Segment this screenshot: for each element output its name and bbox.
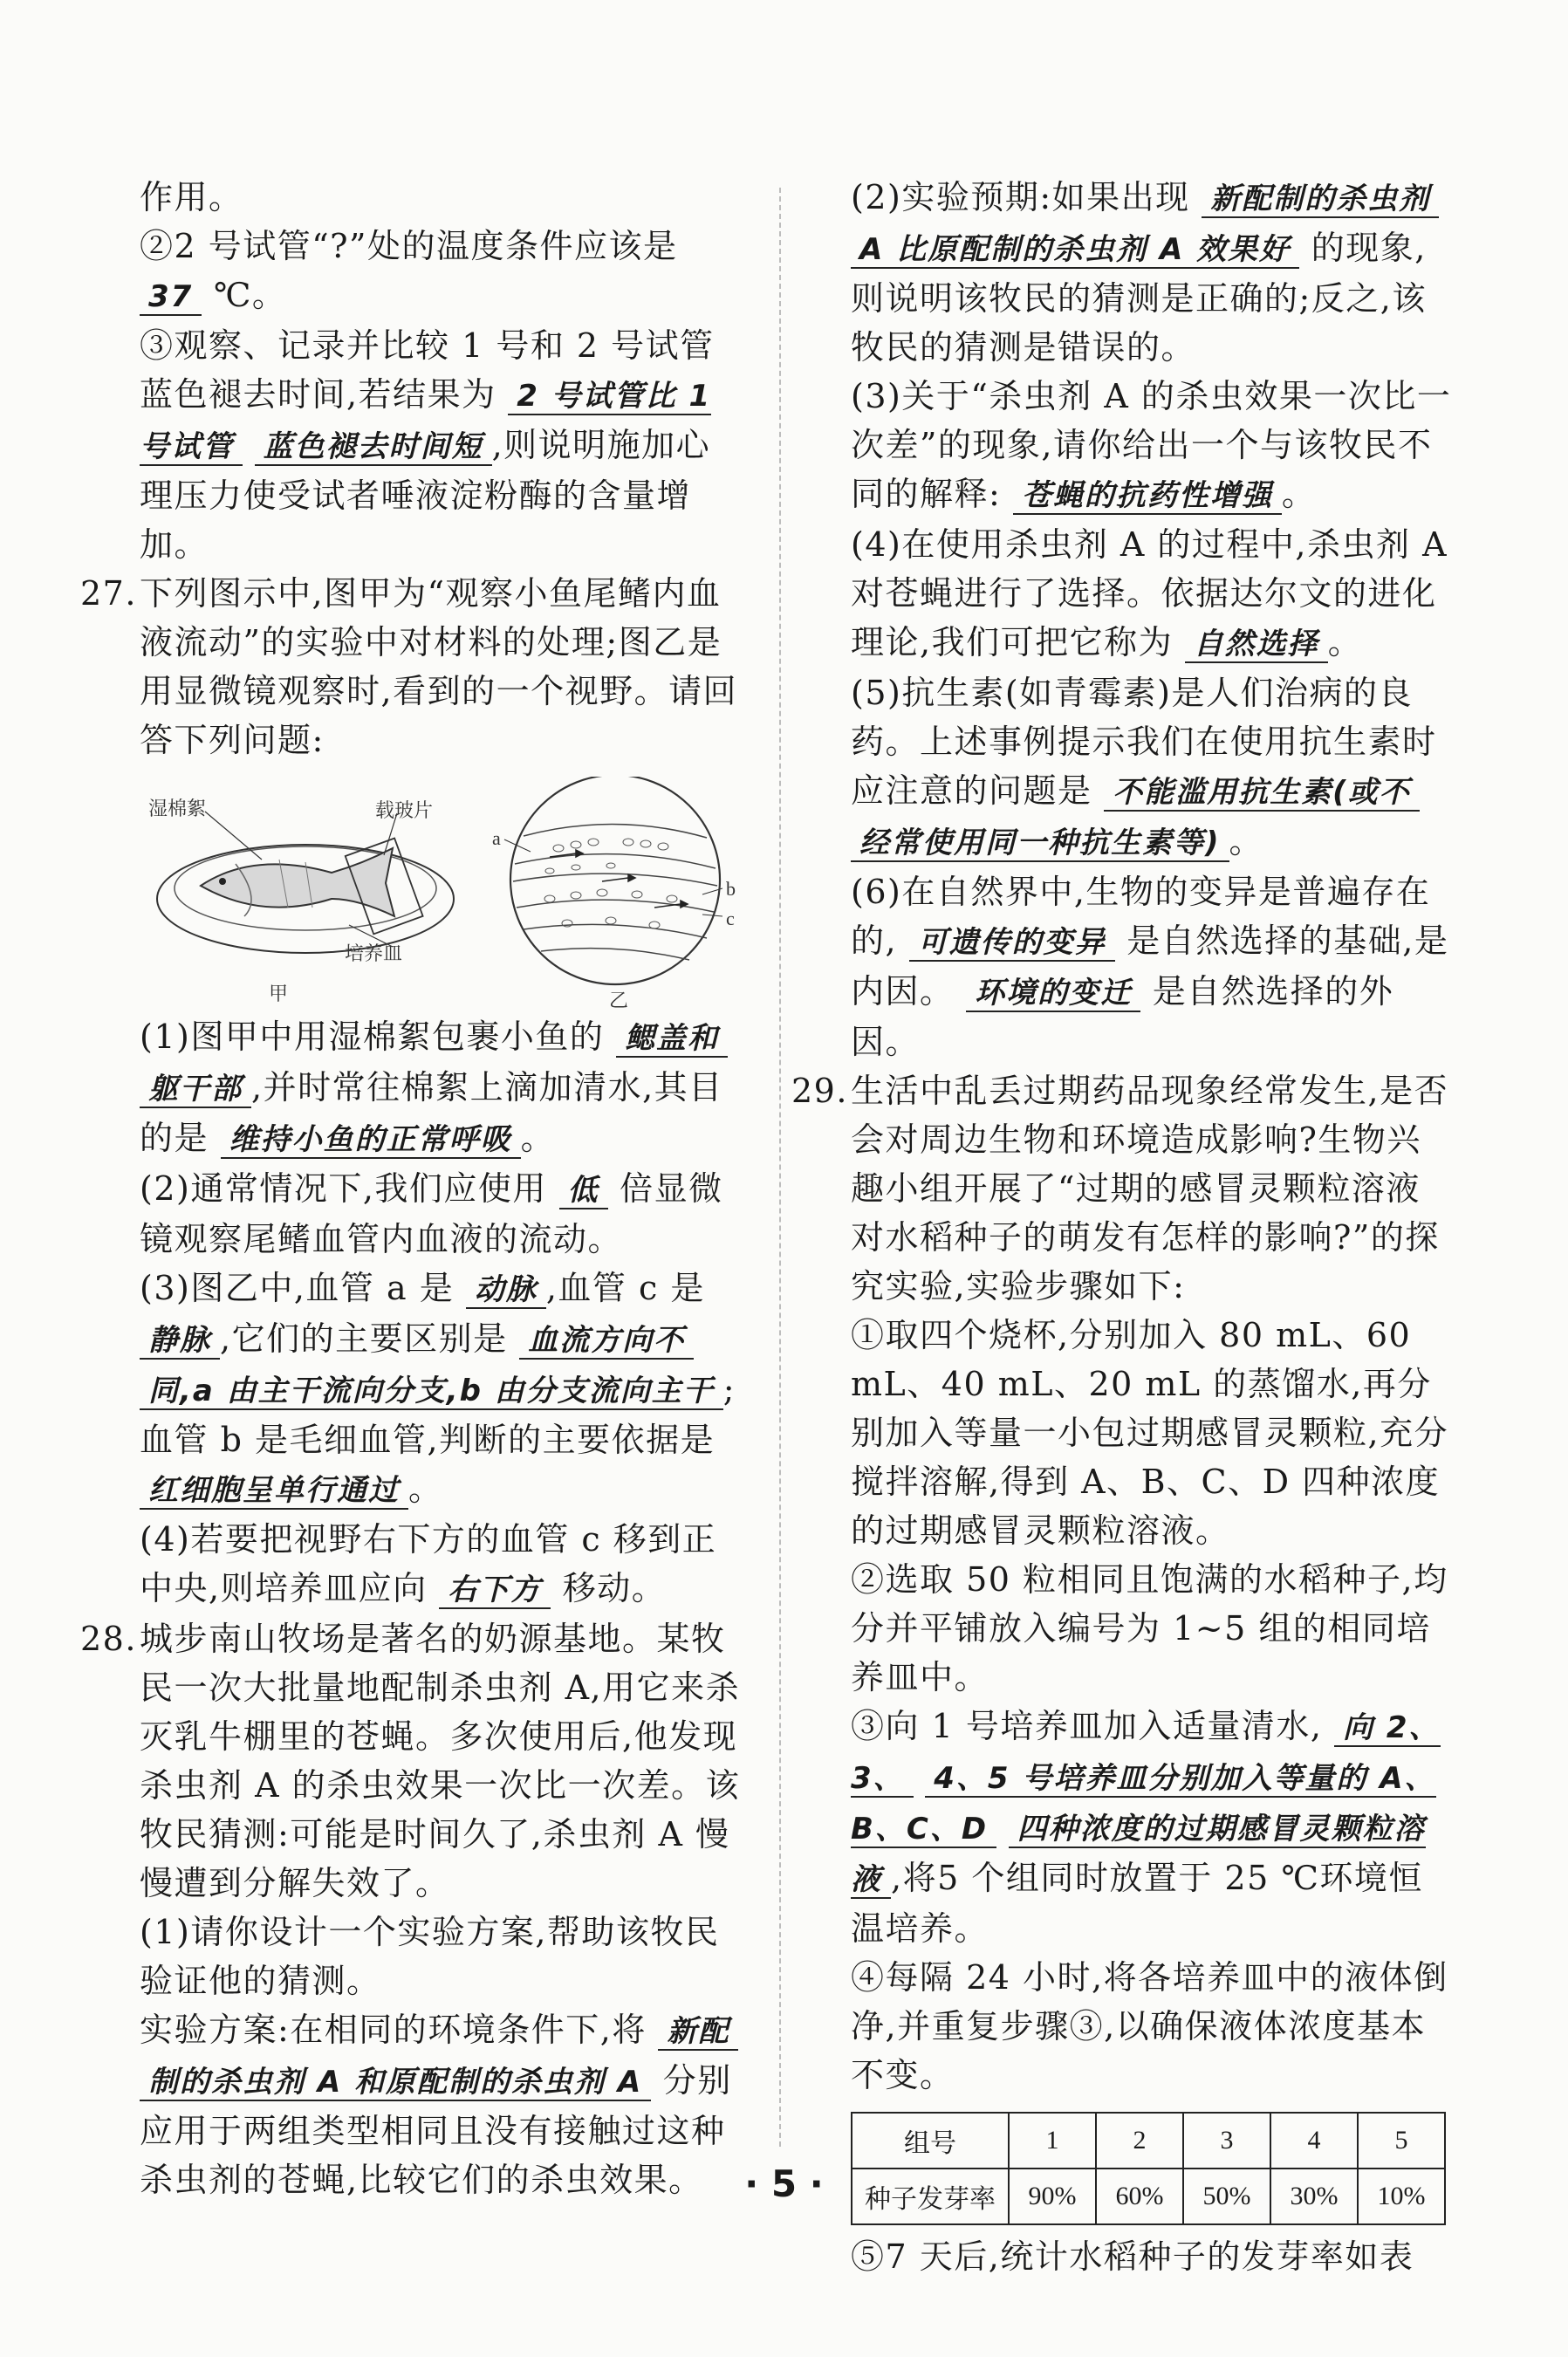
text: (1)请你设计一个实验方案,帮助该牧民验证他的猜测。 [140,1913,720,2000]
text: 。 [408,1470,443,1508]
text: (2)通常情况下,我们应使用 [140,1169,547,1208]
answer: 制的杀虫剂 A 和原配制的杀虫剂 A [140,2065,651,2101]
answer: 2 号试管比 1 号试管 [140,379,712,464]
text: 的现象,则说明该牧民的猜测是正确的;反之,该牧民的猜测是错误的。 [851,229,1427,367]
figure-svg [140,777,742,1004]
answer: 新配制的杀虫剂 [1202,182,1439,218]
label-jia: 甲 [269,983,289,1004]
table-cell: 5 [1358,2113,1445,2169]
text: ③观察、记录并比较 1 号和 2 号试管蓝色褪去时间,若结果为 [140,326,715,414]
text-line [140,173,742,222]
question-text: 下列图示中,图甲为“观察小鱼尾鳍内血液流动”的实验中对材料的处理;图乙是用显微镜观察时,看到的一个视野。请回答下列问题: [140,574,738,759]
text: ;血管 b 是毛细血管,判断的主要依据是 [140,1370,736,1459]
text: (3)关于“杀虫剂 A 的杀虫效果一次比一次差”的现象,请你给出一个与该牧民不同的解释: [851,377,1452,513]
text: (6)在自然界中,生物的变异是普遍存在的, [851,873,1431,960]
text: 。 [1327,623,1363,661]
table-row [852,2113,1445,2169]
table-cell: 50% [1183,2169,1270,2224]
question-28: 28.城步南山牧场是著名的奶源基地。某牧民一次大批量地配制杀虫剂 A,用它来杀灭乳牛棚里的苍蝇。多次使用后,他发现杀虫剂 A 的杀虫效果一次比一次差。该牧民猜测:可能是时间久了,杀虫剂 A 慢慢遭到分解失效了。 [80,1620,741,1902]
text: ③向 1 号培养皿加入适量清水, [851,1707,1323,1745]
q28-part4 [851,520,1453,668]
text: ,它们的主要区别是 [220,1319,508,1358]
q28-part3 [851,372,1453,520]
table-cell: 3 [1183,2113,1270,2169]
q29-step4 [851,1953,1453,2100]
answer: 4、5 号培养皿分别加入等量的 A、B、C、D [851,1761,1436,1847]
text: (4)若要把视野右下方的血管 c 移到正中央,则培养皿应向 [140,1520,717,1607]
blood-vessels [513,824,717,960]
answer: A 比原配制的杀虫剂 A 效果好 [851,232,1299,269]
q29-step2 [851,1555,1453,1702]
label-cotton: 湿棉絮 [148,798,207,819]
blood-cells [544,839,677,928]
fish-icon [201,848,394,916]
label-c: c [726,908,735,929]
answer: 环境的变迁 [966,976,1140,1012]
table-cell: 4 [1270,2113,1358,2169]
answer: 向 2、3、 [851,1710,1441,1796]
answer: 新配 [658,2014,738,2051]
question-text: 城步南山牧场是著名的奶源基地。某牧民一次大批量地配制杀虫剂 A,用它来杀灭乳牛棚里的苍蝇。多次使用后,他发现杀虫剂 A 的杀虫效果一次比一次差。该牧民猜测:可能是时间久了,杀虫剂 A 慢慢遭到分解失效了。 [140,1620,741,1902]
q28-part1 [140,1908,742,2005]
label-a: a [492,827,501,849]
answer: 红细胞呈单行通过 [140,1473,408,1510]
answer: 鳃盖和 [616,1021,728,1058]
q29-step5 [851,2232,1453,2281]
text: 。 [520,1119,556,1157]
text: ,则说明施加心理压力使受试者唾液淀粉酶的含量增加。 [140,426,711,564]
text: (5)抗生素(如青霉素)是人们治病的良药。上述事例提示我们在使用抗生素时应注意的问题是 [851,674,1437,810]
left-column [80,173,742,2204]
text: 是自然选择的基础,是内因。 [851,922,1449,1011]
answer: 四种浓度的过期感冒灵颗粒溶液 [851,1812,1426,1897]
question-29: 29.生活中乱丢过期药品现象经常发生,是否会对周边生物和环境造成影响?生物兴趣小组开展了“过期的感冒灵颗粒溶液对水稻种子的萌发有怎样的影响?”的探究实验,实验步骤如下: [791,1072,1449,1305]
text: 。 [1229,822,1264,860]
table-cell: 10% [1358,2169,1445,2224]
text: ,将5 个组同时放置于 25 ℃环境恒温培养。 [851,1859,1423,1948]
question-text: 生活中乱丢过期药品现象经常发生,是否会对周边生物和环境造成影响?生物兴趣小组开展了“过期的感冒灵颗粒溶液对水稻种子的萌发有怎样的影响?”的探究实验,实验步骤如下: [851,1072,1449,1305]
text: 实验方案:在相同的环境条件下,将 [140,2011,647,2049]
text: ⑤7 天后,统计水稻种子的发芽率如表 [851,2237,1414,2276]
text: (4)在使用杀虫剂 A 的过程中,杀虫剂 A 对苍蝇进行了选择。依据达尔文的进化理论,我们可把它称为 [851,525,1448,661]
table-header-cell: 组号 [852,2113,1009,2169]
text: 作用。 [140,178,243,216]
answer: 同,a 由主干流向分支,b 由分支流向主干 [140,1374,723,1410]
answer: 不能滥用抗生素(或不 [1104,775,1420,812]
column-divider [779,188,781,2147]
text: ℃。 [213,276,287,314]
text: ②2 号试管“?”处的温度条件应该是 [140,227,678,265]
q26-part2 [140,222,742,321]
text: ①取四个烧杯,分别加入 80 mL、60 mL、40 mL、20 mL 的蒸馏水,再分别加入等量一小包过期感冒灵颗粒,充分搅拌溶解,得到 A、B、C、D 四种浓度的过期感冒灵颗粒溶液。 [851,1316,1449,1550]
text: 移动。 [562,1569,667,1607]
answer: 经常使用同一种抗生素等) [851,826,1229,862]
text: 。 [1281,475,1317,513]
answer: 蓝色褪去时间短 [255,429,492,466]
label-dish: 培养皿 [345,942,403,964]
q29-step3 [851,1702,1453,1953]
table-cell: 90% [1009,2169,1096,2224]
answer: 低 [559,1173,608,1209]
text: (3)图乙中,血管 a 是 [140,1269,455,1307]
q27-part4 [140,1515,742,1614]
text: ④每隔 24 小时,将各培养皿中的液体倒净,并重复步骤③,以确保液体浓度基本不变。 [851,1958,1448,2094]
text: (2)实验预期:如果出现 [851,178,1190,216]
label-b: b [726,878,736,900]
answer: 动脉 [466,1272,546,1309]
label-slide: 载玻片 [375,799,434,821]
q28-part5 [851,668,1453,867]
answer: 维持小鱼的正常呼吸 [221,1122,521,1159]
answer: 右下方 [439,1572,551,1609]
text: ,并时常往棉絮上滴加清水,其目的是 [140,1068,723,1157]
table-cell: 30% [1270,2169,1358,2224]
q28-part2 [851,173,1453,372]
text: ②选取 50 粒相同且饱满的水稻种子,均分并平铺放入编号为 1~5 组的相同培养皿中。 [851,1560,1448,1696]
table-cell: 60% [1096,2169,1183,2224]
answer: 静脉 [140,1323,220,1360]
label-yi: 乙 [609,990,629,1011]
right-column [791,173,1453,2281]
fish-eye [219,878,226,885]
text: 分别应用于两组类型相同且没有接触过这种杀虫剂的苍蝇,比较它们的杀虫效果。 [140,2061,732,2199]
q28-part6 [851,867,1453,1066]
table-cell: 1 [1009,2113,1096,2169]
text: (1)图甲中用湿棉絮包裹小鱼的 [140,1017,605,1056]
text: ,血管 c 是 [545,1269,705,1307]
answer: 可遗传的变异 [909,925,1115,962]
q26-part3 [140,321,742,569]
page-number: · 5 · [744,2162,824,2205]
table-cell: 2 [1096,2113,1183,2169]
answer: 血流方向不 [519,1323,694,1360]
figure-fish-and-microscope [140,777,742,1011]
table-header-cell: 种子发芽率 [852,2169,1009,2224]
q27-part3 [140,1264,742,1515]
question-27: 27.下列图示中,图甲为“观察小鱼尾鳍内血液流动”的实验中对材料的处理;图乙是用显微镜观察时,看到的一个视野。请回答下列问题: [80,574,738,759]
q29-step1 [851,1311,1453,1555]
answer: 37 [140,279,202,316]
text: 是自然选择的外因。 [851,972,1394,1061]
answer: 自然选择 [1185,627,1328,663]
leader-line [205,812,262,860]
answer: 躯干部 [140,1072,251,1108]
answer: 苍蝇的抗药性增强 [1013,478,1282,515]
q27-part1 [140,1012,742,1164]
text: 倍显微镜观察尾鳍血管内血液的流动。 [140,1169,723,1258]
q27-part2 [140,1164,742,1264]
